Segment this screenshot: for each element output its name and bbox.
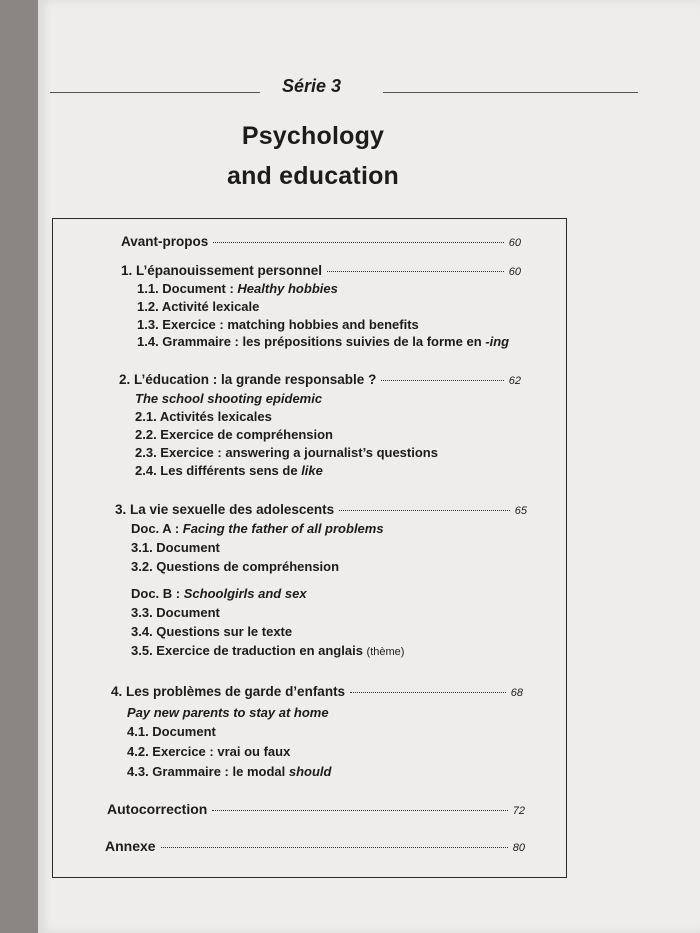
toc-page: 62 bbox=[508, 375, 521, 387]
toc-label: 2. L’éducation : la grande responsable ? bbox=[119, 372, 377, 387]
toc-entry-annexe bbox=[105, 838, 525, 854]
toc-item-3-4: 3.4. Questions sur le texte bbox=[131, 624, 293, 639]
toc-doc-3a: Doc. A : Facing the father of all problems bbox=[131, 521, 384, 536]
toc-item-3-2: 3.2. Questions de compréhension bbox=[131, 559, 340, 574]
right-rule bbox=[383, 92, 638, 93]
toc-label: 1. L’épanouissement personnel bbox=[121, 263, 323, 278]
toc-item-1-4: 1.4. Grammaire : les prépositions suivies de la forme en -ing bbox=[137, 334, 510, 349]
toc-page: 65 bbox=[514, 505, 527, 517]
toc-page: 72 bbox=[512, 805, 525, 817]
toc-item-1-2: 1.2. Activité lexicale bbox=[137, 299, 260, 314]
toc-item-2-2: 2.2. Exercice de compréhension bbox=[135, 427, 333, 442]
toc-page: 80 bbox=[512, 842, 525, 854]
toc-item-3-5: 3.5. Exercice de traduction en anglais (thème) bbox=[131, 643, 405, 658]
leader-dots bbox=[327, 271, 504, 272]
toc-page: 60 bbox=[508, 237, 521, 249]
page-title-line2: and education bbox=[226, 162, 400, 190]
leader-dots bbox=[381, 380, 503, 381]
toc-label: Autocorrection bbox=[107, 801, 208, 817]
toc-label: Annexe bbox=[105, 838, 156, 854]
toc-label: 4. Les problèmes de garde d’enfants bbox=[111, 684, 346, 699]
leader-dots bbox=[161, 847, 508, 848]
toc-entry-section-4 bbox=[111, 684, 523, 699]
toc-entry-section-1 bbox=[121, 263, 521, 278]
table-of-contents bbox=[52, 218, 567, 878]
toc-entry-autocorrection bbox=[107, 801, 525, 817]
toc-item-2-3: 2.3. Exercice : answering a journalist’s questions bbox=[135, 445, 438, 460]
toc-item-4-3: 4.3. Grammaire : le modal should bbox=[127, 764, 332, 779]
toc-page: 60 bbox=[508, 266, 521, 278]
left-rule bbox=[50, 92, 260, 93]
toc-item-1-3: 1.3. Exercice : matching hobbies and benefits bbox=[137, 317, 419, 332]
toc-item-2-1: 2.1. Activités lexicales bbox=[135, 409, 272, 424]
toc-entry-section-2 bbox=[119, 372, 521, 387]
toc-label: Avant-propos bbox=[121, 234, 209, 249]
leader-dots bbox=[339, 510, 510, 511]
toc-item-4-2: 4.2. Exercice : vrai ou faux bbox=[127, 744, 291, 759]
series-label: Série 3 bbox=[282, 76, 342, 96]
toc-doc-2: The school shooting epidemic bbox=[135, 391, 323, 406]
leader-dots bbox=[213, 242, 504, 243]
leader-dots bbox=[212, 810, 507, 811]
toc-doc-4: Pay new parents to stay at home bbox=[127, 705, 329, 720]
toc-item-1-1: 1.1. Document : Healthy hobbies bbox=[137, 281, 338, 296]
page-title-line1: Psychology bbox=[241, 122, 385, 150]
book-page bbox=[38, 0, 700, 933]
toc-item-2-4: 2.4. Les différents sens de like bbox=[135, 463, 323, 478]
toc-label: 3. La vie sexuelle des adolescents bbox=[115, 502, 335, 517]
toc-entry-section-3 bbox=[115, 502, 527, 517]
toc-item-3-1: 3.1. Document bbox=[131, 540, 220, 555]
leader-dots bbox=[350, 692, 506, 693]
toc-entry-avant-propos bbox=[121, 234, 521, 249]
series-header bbox=[38, 76, 700, 106]
toc-item-3-3: 3.3. Document bbox=[131, 605, 220, 620]
toc-item-4-1: 4.1. Document bbox=[127, 724, 216, 739]
toc-page: 68 bbox=[510, 687, 523, 699]
toc-doc-3b: Doc. B : Schoolgirls and sex bbox=[131, 586, 307, 601]
